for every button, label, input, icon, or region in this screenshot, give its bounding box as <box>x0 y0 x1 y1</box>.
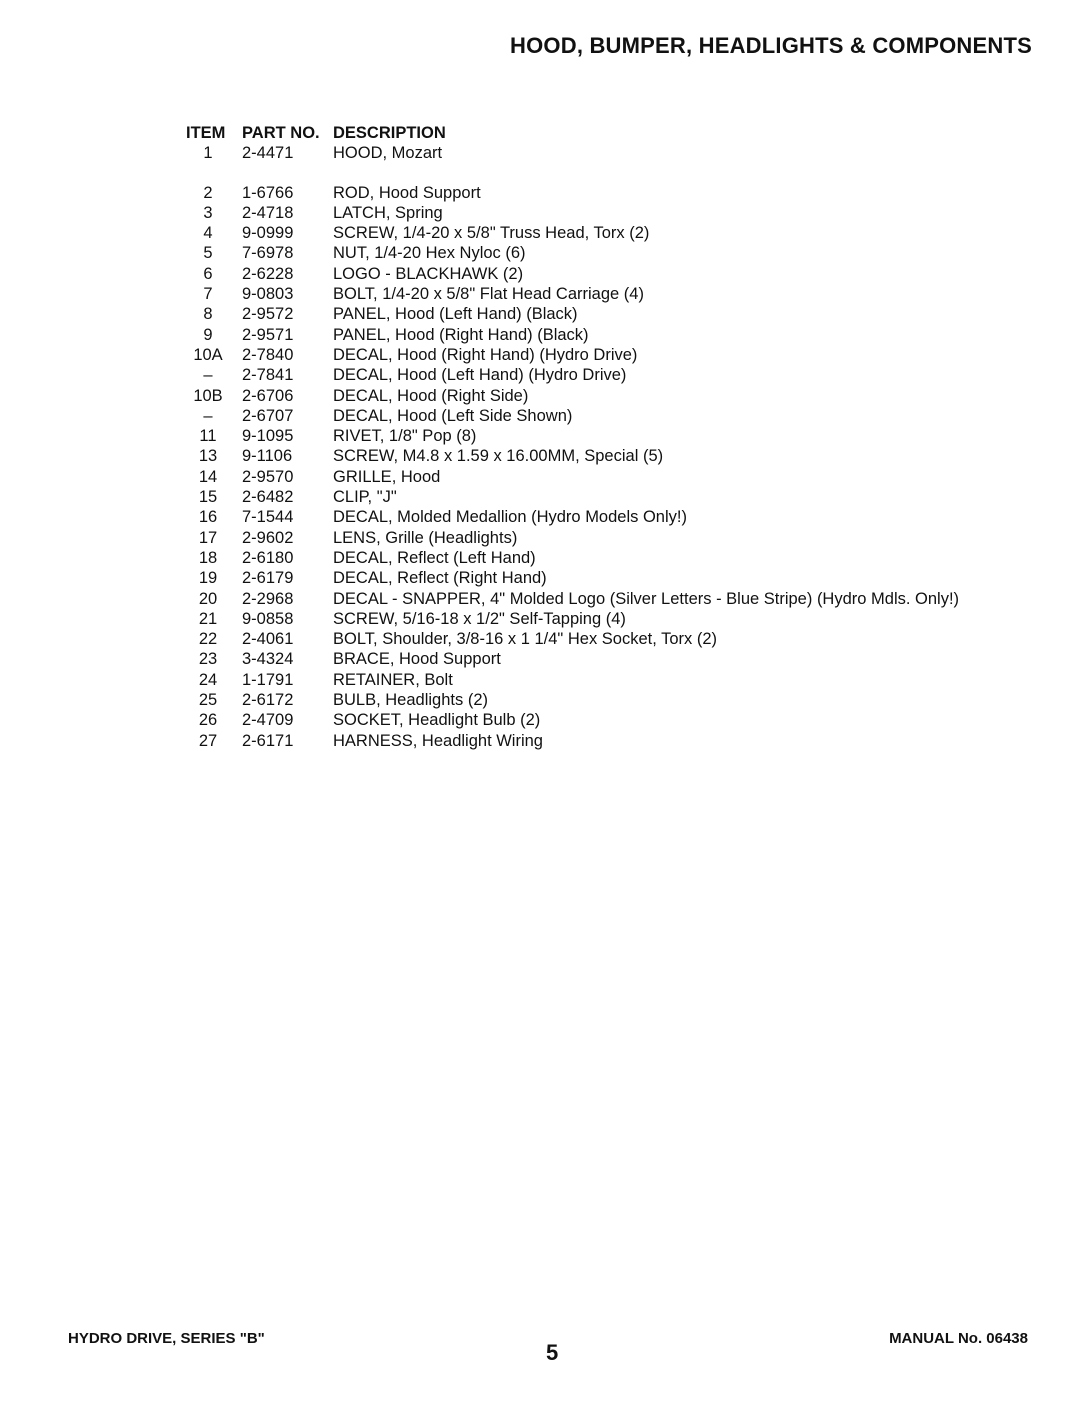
row-part-no: 2-6180 <box>242 548 294 567</box>
header-description: DESCRIPTION <box>333 124 446 142</box>
row-description: RETAINER, Bolt <box>333 670 453 689</box>
footer-series: HYDRO DRIVE, SERIES "B" <box>68 1330 265 1347</box>
row-part-no: 2-6171 <box>242 731 294 750</box>
row-item: 24 <box>198 670 218 689</box>
row-description: SCREW, 5/16-18 x 1/2" Self-Tapping (4) <box>333 609 626 628</box>
row-item: 9 <box>203 325 213 344</box>
row-part-no: 2-6482 <box>242 488 294 507</box>
row-part-no: 7-6978 <box>242 244 294 263</box>
row-item: 2 <box>203 183 213 202</box>
row-part-no: 9-0803 <box>242 285 294 304</box>
row-description: PANEL, Hood (Right Hand) (Black) <box>333 325 589 344</box>
header-part-no: PART NO. <box>242 124 320 142</box>
header-item: ITEM <box>186 124 226 142</box>
row-item: 10B <box>193 386 223 405</box>
row-description: DECAL, Hood (Right Hand) (Hydro Drive) <box>333 345 638 364</box>
row-description: DECAL, Hood (Left Side Shown) <box>333 406 573 425</box>
row-part-no: 3-4324 <box>242 650 294 669</box>
row-description: PANEL, Hood (Left Hand) (Black) <box>333 305 578 324</box>
row-description: BOLT, 1/4-20 x 5/8" Flat Head Carriage (4) <box>333 285 644 304</box>
row-part-no: 7-1544 <box>242 508 294 527</box>
row-description: HARNESS, Headlight Wiring <box>333 731 543 750</box>
row-item: 13 <box>198 447 218 466</box>
row-description: LATCH, Spring <box>333 203 443 222</box>
row-part-no: 2-6228 <box>242 264 294 283</box>
row-part-no: 2-9572 <box>242 305 294 324</box>
row-item: 14 <box>198 467 218 486</box>
row-description: DECAL, Molded Medallion (Hydro Models Only!) <box>333 508 687 527</box>
row-item: 15 <box>198 488 218 507</box>
row-part-no: 9-1106 <box>242 447 293 466</box>
row-part-no: 9-0858 <box>242 609 294 628</box>
page-number: 5 <box>546 1340 559 1365</box>
row-description: DECAL, Hood (Right Side) <box>333 386 529 405</box>
row-item: 8 <box>203 305 213 324</box>
row-item: – <box>203 366 213 385</box>
row-item: 16 <box>198 508 218 527</box>
row-item: 26 <box>198 711 218 730</box>
row-description: DECAL, Hood (Left Hand) (Hydro Drive) <box>333 366 627 385</box>
row-description: LOGO - BLACKHAWK (2) <box>333 264 524 283</box>
row-part-no: 1-6766 <box>242 183 294 202</box>
row-description: BRACE, Hood Support <box>333 650 501 669</box>
row-item: 27 <box>198 731 218 750</box>
row-item: 6 <box>203 264 213 283</box>
row-description: SOCKET, Headlight Bulb (2) <box>333 711 541 730</box>
row-description: SCREW, 1/4-20 x 5/8" Truss Head, Torx (2) <box>333 224 650 243</box>
row-part-no: 2-6179 <box>242 569 294 588</box>
row-description: ROD, Hood Support <box>333 183 481 202</box>
row-item: 10A <box>193 345 223 364</box>
page-title: HOOD, BUMPER, HEADLIGHTS & COMPONENTS <box>510 33 1032 58</box>
row-item: 11 <box>199 427 217 446</box>
row-part-no: 2-4471 <box>242 144 294 163</box>
row-item: 19 <box>198 569 218 588</box>
row-description: DECAL, Reflect (Left Hand) <box>333 548 536 567</box>
row-description: HOOD, Mozart <box>333 144 443 163</box>
row-item: 3 <box>203 203 213 222</box>
row-description: LENS, Grille (Headlights) <box>333 528 518 547</box>
row-part-no: 2-7841 <box>242 366 294 385</box>
row-item: 20 <box>198 589 218 608</box>
row-part-no: 2-4061 <box>242 630 294 649</box>
row-description: BULB, Headlights (2) <box>333 691 488 710</box>
row-part-no: 1-1791 <box>242 670 294 689</box>
row-description: CLIP, "J" <box>333 488 397 507</box>
row-part-no: 2-9570 <box>242 467 294 486</box>
row-description: DECAL - SNAPPER, 4" Molded Logo (Silver Letters - Blue Stripe) (Hydro Mdls. Only!) <box>333 589 960 608</box>
row-part-no: 2-4709 <box>242 711 294 730</box>
row-item: – <box>203 406 213 425</box>
row-item: 4 <box>203 224 213 243</box>
footer-manual-number: MANUAL No. 06438 <box>889 1330 1028 1347</box>
row-item: 23 <box>198 650 218 669</box>
row-description: RIVET, 1/8" Pop (8) <box>333 427 477 446</box>
row-part-no: 2-7840 <box>242 345 294 364</box>
row-item: 7 <box>203 285 213 304</box>
row-part-no: 9-0999 <box>242 224 294 243</box>
row-part-no: 2-6707 <box>242 406 294 425</box>
row-description: GRILLE, Hood <box>333 467 441 486</box>
row-part-no: 2-6706 <box>242 386 294 405</box>
row-part-no: 2-2968 <box>242 589 294 608</box>
row-description: DECAL, Reflect (Right Hand) <box>333 569 547 588</box>
row-part-no: 2-9602 <box>242 528 294 547</box>
row-item: 21 <box>198 609 218 628</box>
row-item: 18 <box>198 548 218 567</box>
row-description: BOLT, Shoulder, 3/8-16 x 1 1/4" Hex Socket, Torx (2) <box>333 630 718 649</box>
row-part-no: 2-6172 <box>242 691 294 710</box>
row-item: 25 <box>198 691 218 710</box>
row-part-no: 9-1095 <box>242 427 294 446</box>
row-part-no: 2-9571 <box>242 325 294 344</box>
row-item: 17 <box>198 528 218 547</box>
row-description: SCREW, M4.8 x 1.59 x 16.00MM, Special (5) <box>333 447 664 466</box>
row-description: NUT, 1/4-20 Hex Nyloc (6) <box>333 244 526 263</box>
row-item: 5 <box>203 244 213 263</box>
row-part-no: 2-4718 <box>242 203 294 222</box>
row-item: 1 <box>203 144 213 163</box>
row-item: 22 <box>198 630 218 649</box>
